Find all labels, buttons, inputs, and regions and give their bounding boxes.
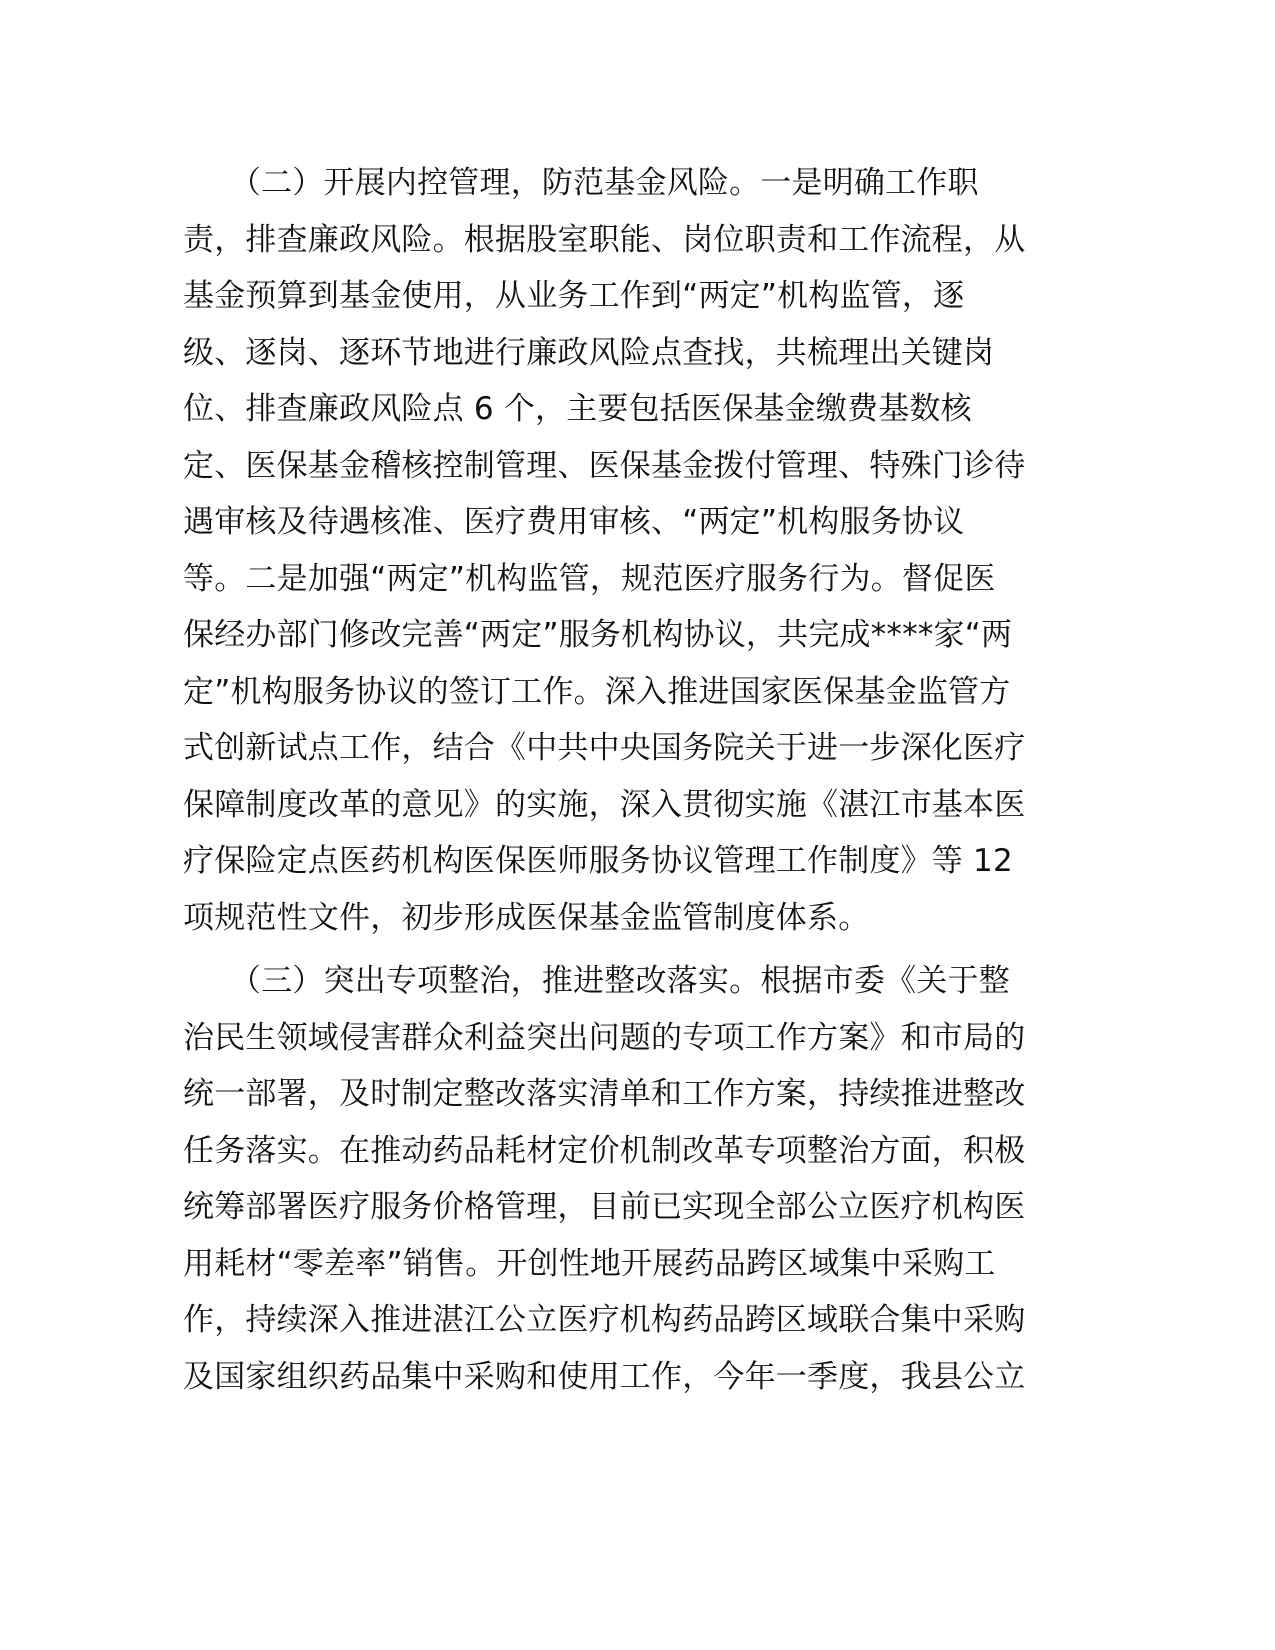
paragraph-gap [183, 946, 1083, 953]
text-line: 作，持续深入推进湛江公立医疗机构药品跨区域联合集中采购 [183, 1302, 1026, 1338]
text-line: 任务落实。在推动药品耗材定价机制改革专项整治方面，积极 [183, 1132, 1026, 1169]
text-line: 保经办部门修改完善“两定”服务机构协议，共完成****家“两 [183, 617, 1013, 653]
paragraph-internal-control [183, 155, 1083, 946]
text-line: 定”机构服务协议的签订工作。深入推进国家医保基金监管方 [183, 673, 1011, 710]
text-line: 统一部署，及时制定整改落实清单和工作方案，持续推进整改 [183, 1076, 1026, 1112]
text-line: 项规范性文件，初步形成医保基金监管制度体系。 [183, 899, 870, 936]
text-line: 定、医保基金稽核控制管理、医保基金拨付管理、特殊门诊待 [183, 447, 1026, 484]
text-line: 保障制度改革的意见》的实施，深入贯彻实施《湛江市基本医 [183, 786, 1026, 823]
text-line: 统筹部署医疗服务价格管理，目前已实现全部公立医疗机构医 [183, 1189, 1026, 1225]
text-line: 级、逐岗、逐环节地进行廉政风险点查找，共梳理出关键岗 [183, 334, 995, 371]
text-line: 等。二是加强“两定”机构监管，规范医疗服务行为。督促医 [183, 560, 996, 597]
document-body [183, 155, 1083, 1405]
text-line: 用耗材“零差率”销售。开创性地开展药品跨区域集中采购工 [183, 1245, 996, 1282]
text-line: 遇审核及待遇核准、医疗费用审核、“两定”机构服务协议 [183, 504, 965, 540]
text-line: 治民生领域侵害群众利益突出问题的专项工作方案》和市局的 [183, 1019, 1026, 1056]
text-line: （二）开展内控管理，防范基金风险。一是明确工作职 [183, 165, 979, 201]
text-line: 式创新试点工作，结合《中共中央国务院关于进一步深化医疗 [183, 730, 1026, 766]
text-line: 疗保险定点医药机构医保医师服务协议管理工作制度》等 12 [183, 843, 1013, 879]
text-line: （三）突出专项整治，推进整改落实。根据市委《关于整 [183, 963, 1010, 999]
text-line: 基金预算到基金使用，从业务工作到“两定”机构监管，逐 [183, 278, 965, 314]
text-line: 位、排查廉政风险点 6 个，主要包括医保基金缴费基数核 [183, 391, 972, 427]
text-line: 及国家组织药品集中采购和使用工作，今年一季度，我县公立 [183, 1358, 1026, 1395]
paragraph-special-rectification [183, 953, 1083, 1405]
text-line: 责，排查廉政风险。根据股室职能、岗位职责和工作流程，从 [183, 221, 1026, 258]
